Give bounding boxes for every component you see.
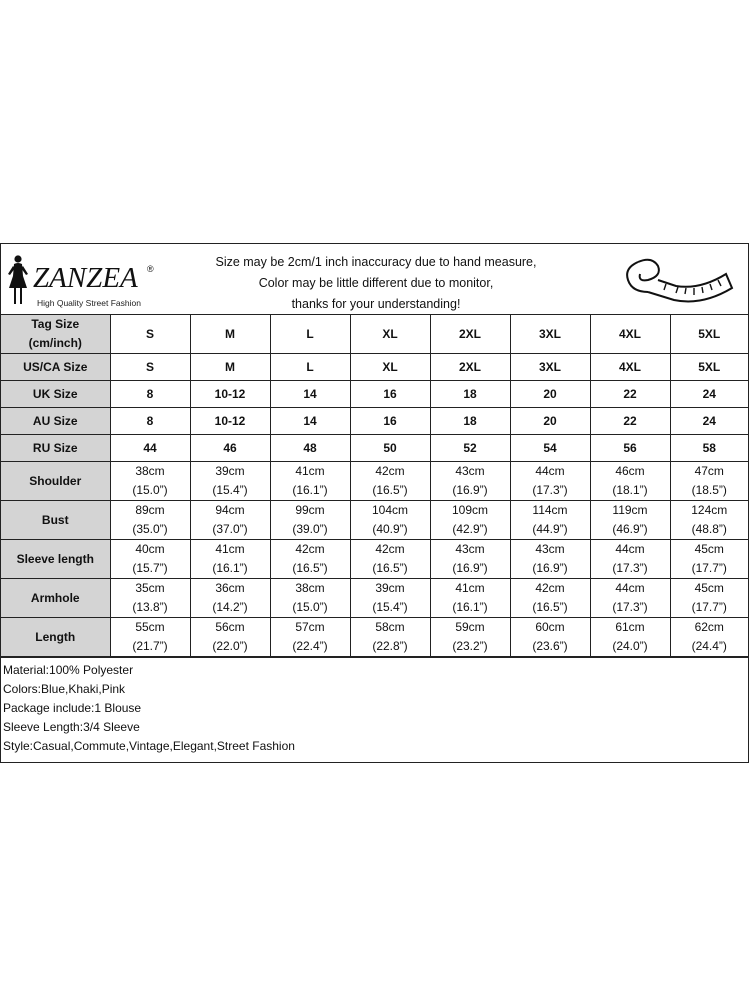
size-cell: 52 bbox=[430, 435, 510, 462]
measure-inch: (17.7”) bbox=[691, 600, 727, 614]
measure-cm: 41cm bbox=[455, 581, 485, 595]
measure-cell bbox=[510, 462, 590, 501]
measure-cm: 39cm bbox=[375, 581, 405, 595]
measure-cell bbox=[510, 540, 590, 579]
measure-inch: (15.0”) bbox=[292, 600, 328, 614]
measure-inch: (24.4”) bbox=[691, 639, 727, 653]
measure-cm: 58cm bbox=[375, 620, 405, 634]
size-cell: 24 bbox=[670, 408, 748, 435]
size-cell: 20 bbox=[510, 408, 590, 435]
row-label-line: (cm/inch) bbox=[28, 336, 82, 350]
measure-cell bbox=[590, 462, 670, 501]
measure-cm: 60cm bbox=[535, 620, 565, 634]
measure-inch: (48.8”) bbox=[691, 522, 727, 536]
woman-silhouette-icon bbox=[7, 254, 29, 306]
measure-cell bbox=[110, 462, 190, 501]
measure-inch: (18.5”) bbox=[691, 483, 727, 497]
size-cell: L bbox=[270, 354, 350, 381]
measure-inch: (13.8”) bbox=[132, 600, 168, 614]
measure-cell bbox=[430, 579, 510, 618]
measure-inch: (22.8”) bbox=[372, 639, 408, 653]
row-label: RU Size bbox=[1, 435, 110, 462]
size-cell: 16 bbox=[350, 381, 430, 408]
size-cell: 56 bbox=[590, 435, 670, 462]
measure-cell bbox=[510, 618, 590, 657]
measure-cell bbox=[670, 501, 748, 540]
size-cell: 10-12 bbox=[190, 408, 270, 435]
size-cell: S bbox=[110, 315, 190, 354]
table-row bbox=[1, 435, 748, 462]
measure-cell bbox=[590, 540, 670, 579]
measure-cell bbox=[190, 579, 270, 618]
measure-cm: 119cm bbox=[612, 503, 648, 517]
measure-inch: (39.0”) bbox=[292, 522, 328, 536]
size-cell: 4XL bbox=[590, 315, 670, 354]
size-chart bbox=[0, 243, 749, 763]
measure-cm: 109cm bbox=[451, 503, 489, 517]
size-cell: M bbox=[190, 315, 270, 354]
measure-cm: 36cm bbox=[215, 581, 245, 595]
measure-inch: (37.0”) bbox=[212, 522, 248, 536]
measure-cm: 89cm bbox=[135, 503, 165, 517]
size-cell: 22 bbox=[590, 408, 670, 435]
measure-cell bbox=[430, 501, 510, 540]
measure-cell bbox=[430, 462, 510, 501]
measure-inch: (17.3”) bbox=[612, 561, 648, 575]
measure-cm: 57cm bbox=[295, 620, 325, 634]
measure-inch: (35.0”) bbox=[132, 522, 168, 536]
measure-cell bbox=[270, 540, 350, 579]
measurement-notice bbox=[181, 252, 571, 315]
measure-cm: 35cm bbox=[135, 581, 165, 595]
size-cell: 24 bbox=[670, 381, 748, 408]
size-cell: M bbox=[190, 354, 270, 381]
measure-cell bbox=[270, 462, 350, 501]
measure-inch: (16.9”) bbox=[452, 561, 488, 575]
measure-inch: (23.6”) bbox=[532, 639, 568, 653]
size-cell: 16 bbox=[350, 408, 430, 435]
measure-cm: 56cm bbox=[215, 620, 245, 634]
measure-inch: (15.0”) bbox=[132, 483, 168, 497]
table-row bbox=[1, 540, 748, 579]
measure-cell bbox=[590, 501, 670, 540]
measure-inch: (44.9”) bbox=[532, 522, 568, 536]
measure-inch: (16.5”) bbox=[372, 483, 408, 497]
measure-cm: 42cm bbox=[375, 464, 405, 478]
table-row bbox=[1, 315, 748, 354]
measure-inch: (21.7”) bbox=[132, 639, 168, 653]
row-label: Shoulder bbox=[1, 462, 110, 501]
size-cell: 54 bbox=[510, 435, 590, 462]
measure-inch: (24.0”) bbox=[612, 639, 648, 653]
measure-cell bbox=[190, 618, 270, 657]
size-cell: 3XL bbox=[510, 315, 590, 354]
measure-cell bbox=[110, 618, 190, 657]
measure-cm: 42cm bbox=[295, 542, 325, 556]
registered-mark: ® bbox=[147, 264, 154, 274]
measure-cell bbox=[110, 540, 190, 579]
table-row bbox=[1, 381, 748, 408]
measure-inch: (14.2”) bbox=[212, 600, 248, 614]
brand-name: ZANZEA bbox=[33, 262, 138, 294]
measure-cell bbox=[670, 462, 748, 501]
measure-cm: 114cm bbox=[532, 503, 568, 517]
measure-cm: 41cm bbox=[295, 464, 325, 478]
measure-cm: 44cm bbox=[615, 542, 645, 556]
measure-cm: 55cm bbox=[135, 620, 165, 634]
note-style: Style:Casual,Commute,Vintage,Elegant,Street Fashion bbox=[3, 739, 295, 753]
measure-inch: (16.1”) bbox=[292, 483, 328, 497]
measure-inch: (18.1”) bbox=[612, 483, 648, 497]
row-label-line: Tag Size bbox=[31, 317, 80, 331]
size-cell: 2XL bbox=[430, 354, 510, 381]
measure-cell bbox=[350, 579, 430, 618]
measure-inch: (16.5”) bbox=[532, 600, 568, 614]
measure-cell bbox=[110, 579, 190, 618]
size-cell: 18 bbox=[430, 381, 510, 408]
measure-cm: 44cm bbox=[615, 581, 645, 595]
measure-cm: 99cm bbox=[295, 503, 325, 517]
measure-inch: (22.4”) bbox=[292, 639, 328, 653]
measure-inch: (16.5”) bbox=[292, 561, 328, 575]
size-cell: 22 bbox=[590, 381, 670, 408]
measure-cm: 62cm bbox=[694, 620, 724, 634]
size-table bbox=[1, 315, 748, 657]
measure-cm: 124cm bbox=[691, 503, 728, 517]
size-cell: 5XL bbox=[670, 354, 748, 381]
measure-cell bbox=[190, 462, 270, 501]
row-label: US/CA Size bbox=[1, 354, 110, 381]
notice-line: Color may be little different due to monitor, bbox=[258, 276, 494, 290]
brand-tagline: High Quality Street Fashion bbox=[37, 298, 141, 308]
note-colors: Colors:Blue,Khaki,Pink bbox=[3, 682, 126, 696]
measure-cell bbox=[350, 462, 430, 501]
size-cell: XL bbox=[350, 315, 430, 354]
measure-cell bbox=[510, 579, 590, 618]
measure-cm: 38cm bbox=[135, 464, 165, 478]
measure-cell bbox=[430, 618, 510, 657]
size-cell: XL bbox=[350, 354, 430, 381]
notice-line: Size may be 2cm/1 inch inaccuracy due to hand measure, bbox=[215, 255, 537, 269]
chart-header bbox=[1, 244, 748, 315]
measure-inch: (46.9”) bbox=[612, 522, 648, 536]
measure-cm: 94cm bbox=[215, 503, 245, 517]
measure-cm: 39cm bbox=[215, 464, 245, 478]
measure-inch: (16.9”) bbox=[452, 483, 488, 497]
measure-cm: 61cm bbox=[615, 620, 645, 634]
measure-cell bbox=[270, 579, 350, 618]
row-label: Sleeve length bbox=[1, 540, 110, 579]
measure-inch: (23.2”) bbox=[452, 639, 488, 653]
measure-cm: 41cm bbox=[215, 542, 245, 556]
measure-cell bbox=[350, 501, 430, 540]
measure-cell bbox=[270, 618, 350, 657]
measure-inch: (16.5”) bbox=[372, 561, 408, 575]
measure-cell bbox=[110, 501, 190, 540]
size-cell: L bbox=[270, 315, 350, 354]
measure-cell bbox=[430, 540, 510, 579]
measure-inch: (17.3”) bbox=[612, 600, 648, 614]
size-cell: 46 bbox=[190, 435, 270, 462]
measure-cell bbox=[590, 579, 670, 618]
table-row bbox=[1, 462, 748, 501]
notice-line: thanks for your understanding! bbox=[291, 297, 461, 311]
size-cell: 8 bbox=[110, 408, 190, 435]
measure-inch: (22.0”) bbox=[212, 639, 248, 653]
table-row bbox=[1, 618, 748, 657]
size-cell: 14 bbox=[270, 381, 350, 408]
measure-inch: (15.7”) bbox=[132, 561, 168, 575]
row-label: AU Size bbox=[1, 408, 110, 435]
row-label: UK Size bbox=[1, 381, 110, 408]
measure-cm: 38cm bbox=[295, 581, 325, 595]
size-cell: 44 bbox=[110, 435, 190, 462]
table-row bbox=[1, 354, 748, 381]
measure-inch: (16.1”) bbox=[452, 600, 488, 614]
measure-cm: 42cm bbox=[375, 542, 405, 556]
row-label: Armhole bbox=[1, 579, 110, 618]
measure-inch: (17.3”) bbox=[532, 483, 568, 497]
size-cell: 18 bbox=[430, 408, 510, 435]
measure-inch: (40.9”) bbox=[372, 522, 408, 536]
measure-cm: 43cm bbox=[535, 542, 565, 556]
size-cell: 14 bbox=[270, 408, 350, 435]
measure-cm: 44cm bbox=[535, 464, 565, 478]
note-package: Package include:1 Blouse bbox=[3, 701, 142, 715]
size-cell: 8 bbox=[110, 381, 190, 408]
size-cell: S bbox=[110, 354, 190, 381]
measure-cm: 45cm bbox=[694, 581, 724, 595]
size-cell: 3XL bbox=[510, 354, 590, 381]
size-cell: 2XL bbox=[430, 315, 510, 354]
measure-cell bbox=[270, 501, 350, 540]
table-row bbox=[1, 408, 748, 435]
row-label: Length bbox=[1, 618, 110, 657]
size-cell: 20 bbox=[510, 381, 590, 408]
measure-cm: 43cm bbox=[455, 542, 485, 556]
measure-cell bbox=[670, 618, 748, 657]
measure-cm: 46cm bbox=[615, 464, 645, 478]
measure-cell bbox=[190, 540, 270, 579]
measure-inch: (16.9”) bbox=[532, 561, 568, 575]
measure-cell bbox=[670, 579, 748, 618]
measure-cm: 40cm bbox=[135, 542, 165, 556]
table-row bbox=[1, 501, 748, 540]
measure-cm: 104cm bbox=[371, 503, 409, 517]
size-table-body bbox=[1, 315, 748, 657]
measure-cell bbox=[350, 540, 430, 579]
measuring-tape-icon bbox=[618, 248, 738, 310]
measure-cell bbox=[350, 618, 430, 657]
measure-inch: (16.1”) bbox=[212, 561, 248, 575]
measure-cm: 59cm bbox=[455, 620, 485, 634]
size-cell: 58 bbox=[670, 435, 748, 462]
size-cell: 48 bbox=[270, 435, 350, 462]
measure-cm: 42cm bbox=[535, 581, 565, 595]
measure-cm: 47cm bbox=[694, 464, 724, 478]
note-material: Material:100% Polyester bbox=[3, 663, 134, 677]
size-cell: 10-12 bbox=[190, 381, 270, 408]
measure-inch: (15.4”) bbox=[372, 600, 408, 614]
size-cell: 4XL bbox=[590, 354, 670, 381]
size-cell: 5XL bbox=[670, 315, 748, 354]
measure-cell bbox=[510, 501, 590, 540]
measure-cell bbox=[190, 501, 270, 540]
row-label bbox=[1, 315, 110, 354]
measure-inch: (42.9”) bbox=[452, 522, 488, 536]
measure-cm: 45cm bbox=[694, 542, 724, 556]
size-cell: 50 bbox=[350, 435, 430, 462]
measure-cm: 43cm bbox=[455, 464, 485, 478]
brand-logo bbox=[7, 252, 157, 308]
measure-cell bbox=[670, 540, 748, 579]
measure-cell bbox=[590, 618, 670, 657]
row-label: Bust bbox=[1, 501, 110, 540]
product-notes bbox=[1, 657, 748, 762]
note-sleeve: Sleeve Length:3/4 Sleeve bbox=[3, 720, 140, 734]
table-row bbox=[1, 579, 748, 618]
measure-inch: (15.4”) bbox=[212, 483, 248, 497]
measure-inch: (17.7”) bbox=[691, 561, 727, 575]
